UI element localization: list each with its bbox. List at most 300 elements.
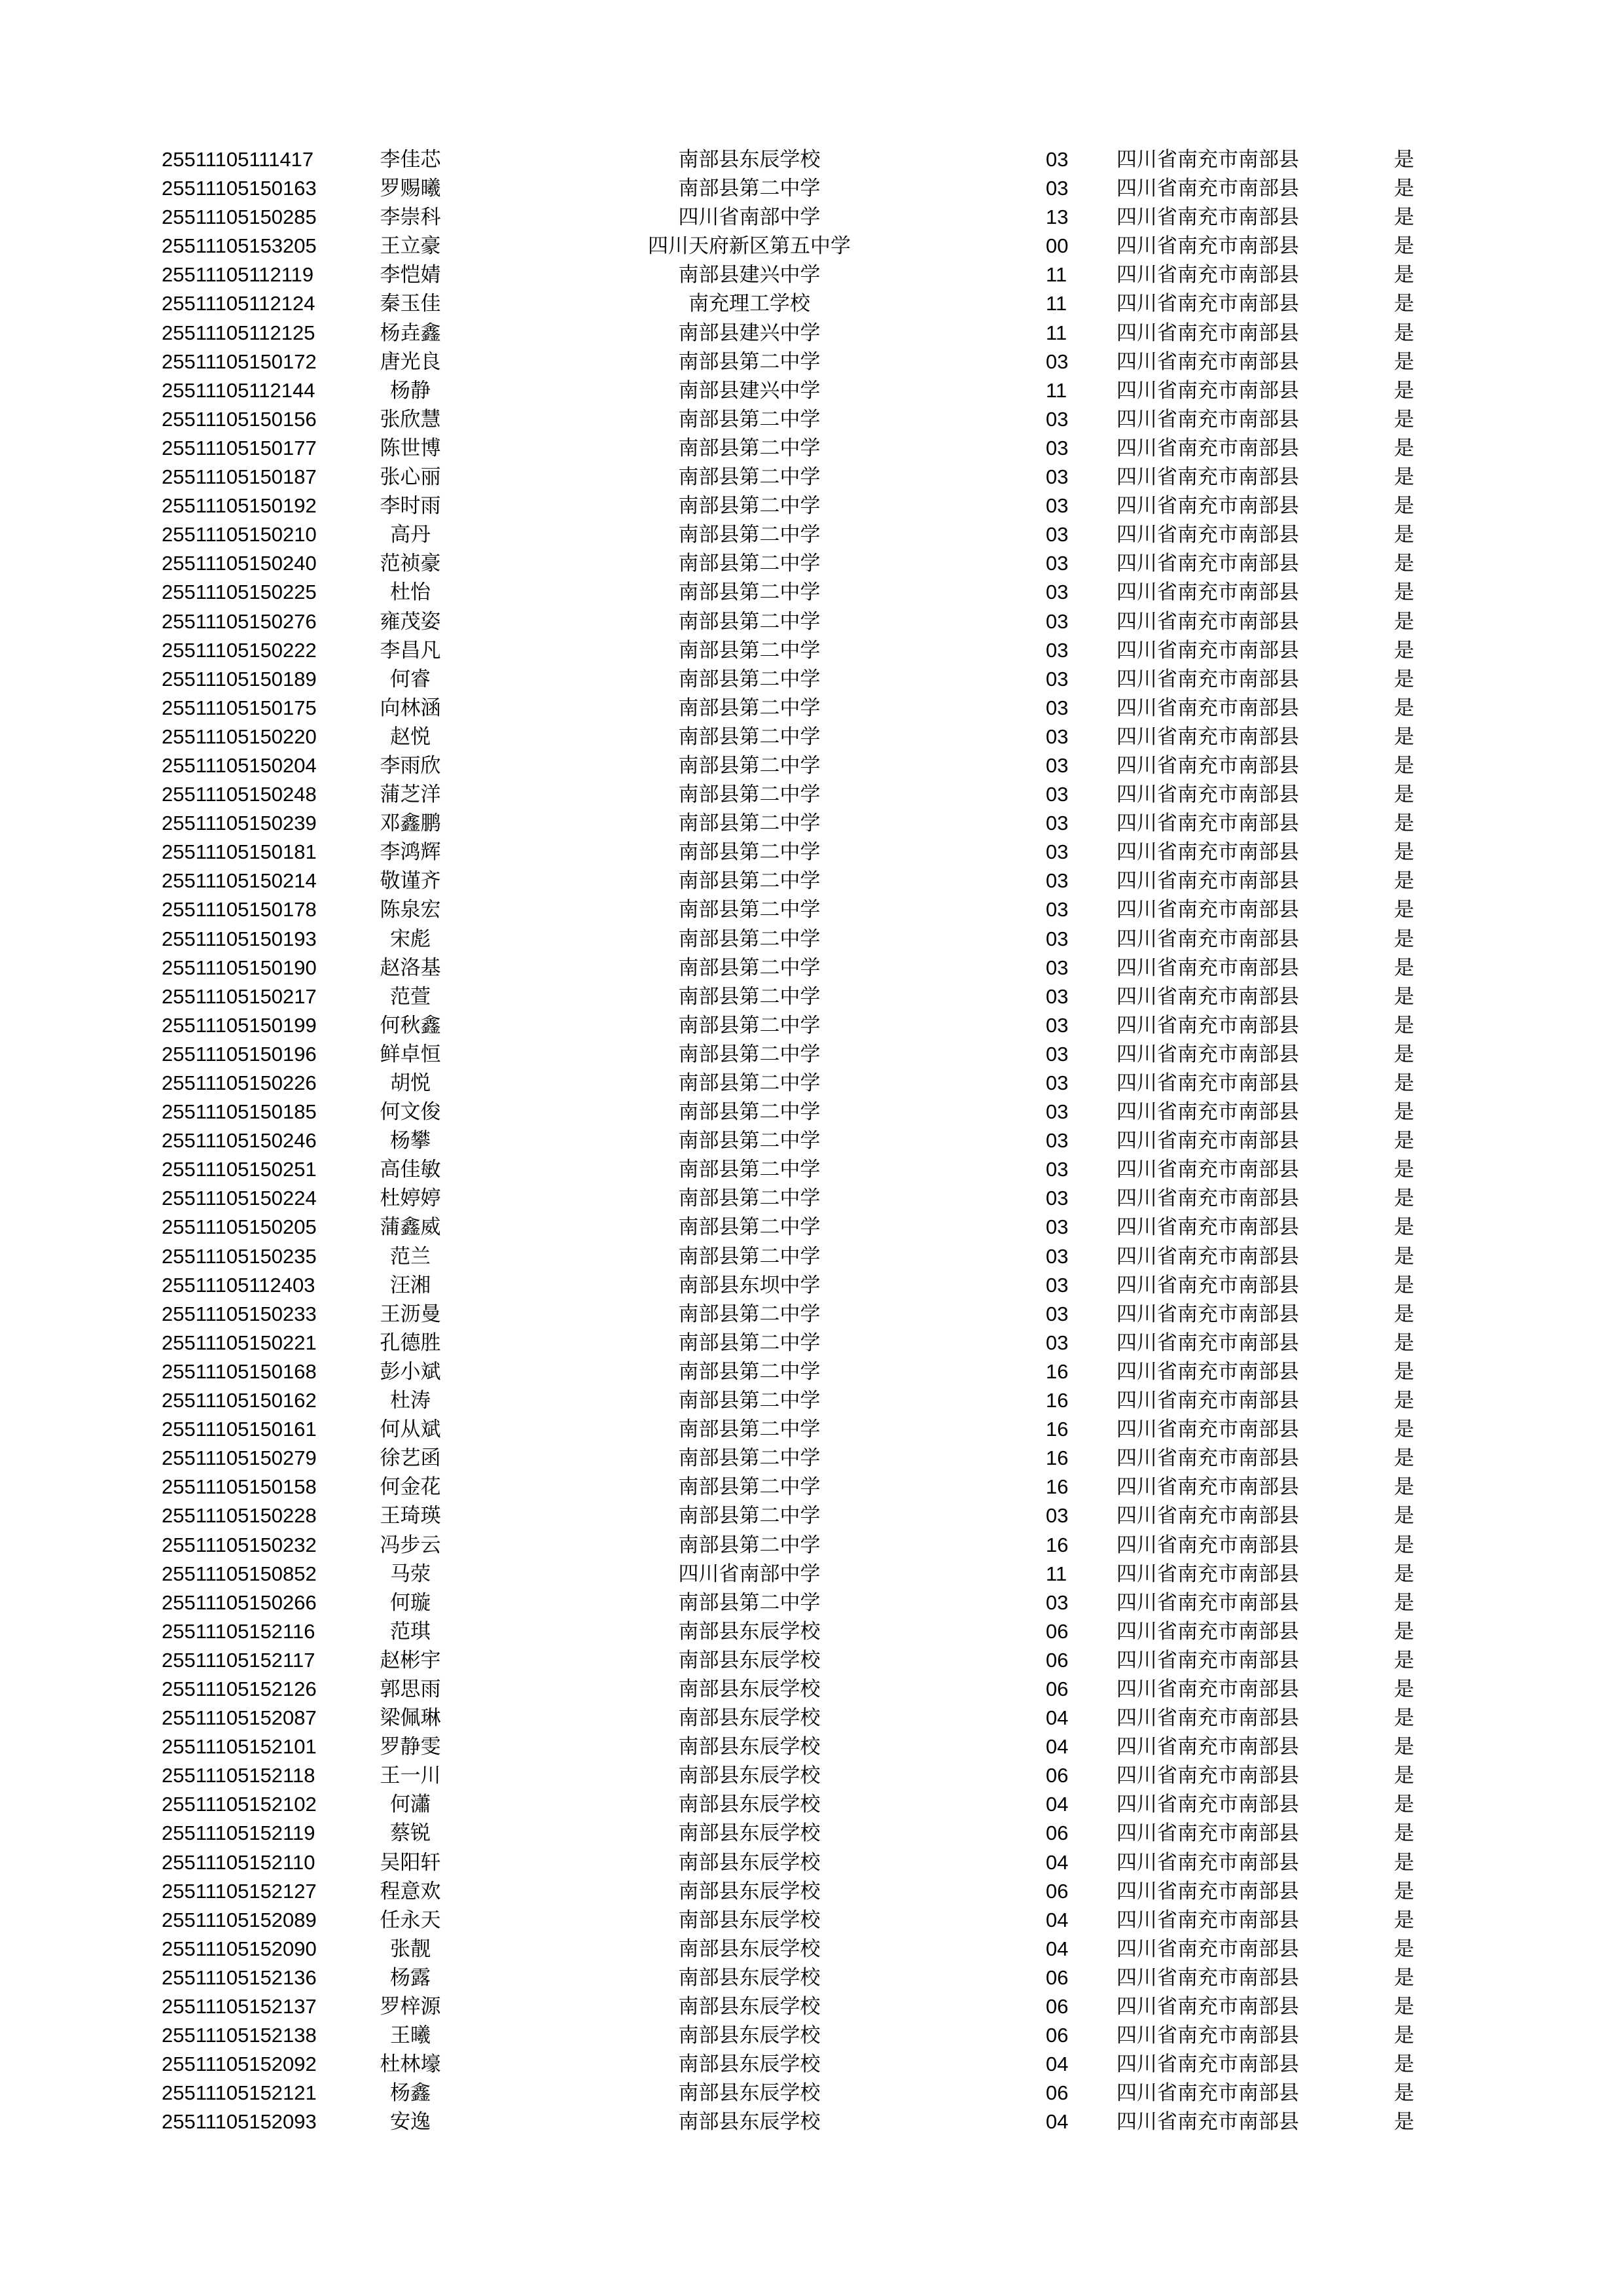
student-name: 张靓: [390, 1937, 431, 1961]
student-id: 25511105112125: [162, 321, 315, 344]
table-row: [0, 982, 1623, 1011]
school-name: 南部县东辰学校: [678, 1619, 821, 1643]
student-name: 范祯豪: [380, 552, 441, 576]
table-row: [0, 1501, 1623, 1530]
school-name: 南部县东辰学校: [678, 2024, 821, 2048]
school-name: 南部县第二中学: [678, 696, 821, 720]
category-code: 03: [1046, 1158, 1069, 1181]
student-id: 25511105152101: [162, 1735, 317, 1759]
region: 四川省南充市南部县: [1116, 1187, 1299, 1211]
eligibility-flag: 是: [1394, 407, 1414, 431]
school-name: 南部县东辰学校: [678, 2110, 821, 2134]
table-row: [0, 1329, 1623, 1357]
region: 四川省南充市南部县: [1116, 1273, 1299, 1297]
eligibility-flag: 是: [1394, 1129, 1414, 1153]
region: 四川省南充市南部县: [1116, 1850, 1299, 1874]
school-name: 南部县第二中学: [678, 725, 821, 749]
student-name: 何睿: [390, 667, 431, 691]
table-row: [0, 1300, 1623, 1329]
category-code: 03: [1046, 1187, 1069, 1210]
category-code: 03: [1046, 148, 1069, 171]
eligibility-flag: 是: [1394, 1187, 1414, 1211]
table-row: [0, 1992, 1623, 2021]
student-id: 25511105150205: [162, 1215, 317, 1239]
student-id: 25511105150222: [162, 638, 317, 662]
region: 四川省南充市南部县: [1116, 1504, 1299, 1528]
eligibility-flag: 是: [1394, 263, 1414, 287]
school-name: 南部县第二中学: [678, 1244, 821, 1268]
student-name: 雍茂姿: [380, 609, 441, 634]
student-id: 25511105152137: [162, 1995, 317, 2018]
category-code: 03: [1046, 667, 1069, 691]
table-row: [0, 1213, 1623, 1242]
region: 四川省南充市南部县: [1116, 436, 1299, 460]
student-id: 25511105150187: [162, 465, 317, 489]
eligibility-flag: 是: [1394, 1995, 1414, 2018]
student-id: 25511105150177: [162, 436, 317, 459]
student-id: 25511105150172: [162, 350, 317, 373]
eligibility-flag: 是: [1394, 696, 1414, 720]
eligibility-flag: 是: [1394, 1273, 1414, 1297]
category-code: 03: [1046, 956, 1069, 979]
region: 四川省南充市南部县: [1116, 783, 1299, 807]
eligibility-flag: 是: [1394, 927, 1414, 951]
table-row: [0, 1617, 1623, 1646]
student-name: 张心丽: [380, 465, 441, 490]
student-name: 杨鑫: [390, 2081, 431, 2106]
region: 四川省南充市南部县: [1116, 869, 1299, 893]
student-id: 25511105152121: [162, 2081, 317, 2105]
school-name: 南部县第二中学: [678, 1158, 821, 1182]
category-code: 04: [1046, 1735, 1069, 1759]
eligibility-flag: 是: [1394, 638, 1414, 662]
school-name: 南部县东辰学校: [678, 1793, 821, 1817]
student-id: 25511105150240: [162, 552, 317, 575]
category-code: 04: [1046, 1908, 1069, 1931]
region: 四川省南充市南部县: [1116, 1418, 1299, 1442]
school-name: 南部县第二中学: [678, 1071, 821, 1095]
student-name: 秦玉佳: [380, 292, 441, 316]
eligibility-flag: 是: [1394, 552, 1414, 576]
school-name: 南部县第二中学: [678, 638, 821, 662]
student-name: 张欣慧: [380, 407, 441, 431]
eligibility-flag: 是: [1394, 378, 1414, 403]
table-row: [0, 1790, 1623, 1819]
student-id: 25511105150233: [162, 1302, 317, 1325]
student-id: 25511105152119: [162, 1821, 315, 1845]
student-name: 汪湘: [390, 1273, 431, 1297]
table-row: [0, 1935, 1623, 1964]
student-id: 25511105150226: [162, 1071, 317, 1094]
eligibility-flag: 是: [1394, 1359, 1414, 1384]
table-row: [0, 1531, 1623, 1560]
student-id: 25511105150163: [162, 177, 317, 200]
school-name: 南部县第二中学: [678, 898, 821, 922]
student-name: 蒲鑫威: [380, 1215, 441, 1240]
region: 四川省南充市南部县: [1116, 1215, 1299, 1240]
region: 四川省南充市南部县: [1116, 956, 1299, 980]
region: 四川省南充市南部县: [1116, 1389, 1299, 1413]
school-name: 南部县第二中学: [678, 869, 821, 893]
table-row: [0, 405, 1623, 434]
category-code: 03: [1046, 1013, 1069, 1037]
eligibility-flag: 是: [1394, 1590, 1414, 1615]
school-name: 南部县第二中学: [678, 984, 821, 1009]
school-name: 南部县第二中学: [678, 1042, 821, 1066]
region: 四川省南充市南部县: [1116, 523, 1299, 547]
school-name: 南部县第二中学: [678, 1359, 821, 1384]
school-name: 南部县建兴中学: [678, 321, 821, 345]
school-name: 南部县东辰学校: [678, 1879, 821, 1903]
eligibility-flag: 是: [1394, 1706, 1414, 1731]
school-name: 四川天府新区第五中学: [648, 234, 851, 259]
student-id: 25511105150246: [162, 1129, 317, 1153]
school-name: 南部县第二中学: [678, 1389, 821, 1413]
eligibility-flag: 是: [1394, 1042, 1414, 1066]
school-name: 南部县第二中学: [678, 1302, 821, 1326]
student-id: 25511105150232: [162, 1533, 317, 1556]
student-name: 彭小斌: [380, 1359, 441, 1384]
student-name: 梁佩琳: [380, 1706, 441, 1731]
table-row: [0, 319, 1623, 348]
category-code: 03: [1046, 638, 1069, 662]
table-row: [0, 1964, 1623, 1992]
table-row: [0, 1761, 1623, 1790]
school-name: 南部县第二中学: [678, 1187, 821, 1211]
table-row: [0, 1126, 1623, 1155]
table-row: [0, 578, 1623, 607]
eligibility-flag: 是: [1394, 725, 1414, 749]
eligibility-flag: 是: [1394, 177, 1414, 201]
table-row: [0, 665, 1623, 694]
student-id: 25511105150189: [162, 667, 317, 691]
school-name: 南部县第二中学: [678, 465, 821, 490]
school-name: 南部县第二中学: [678, 783, 821, 807]
table-row: [0, 636, 1623, 665]
region: 四川省南充市南部县: [1116, 1619, 1299, 1643]
eligibility-flag: 是: [1394, 1937, 1414, 1961]
eligibility-flag: 是: [1394, 1504, 1414, 1528]
table-row: [0, 780, 1623, 809]
eligibility-flag: 是: [1394, 494, 1414, 518]
region: 四川省南充市南部县: [1116, 638, 1299, 662]
school-name: 南部县第二中学: [678, 1100, 821, 1124]
student-name: 李时雨: [380, 494, 441, 518]
student-id: 25511105152087: [162, 1706, 317, 1730]
student-id: 25511105112119: [162, 263, 314, 287]
category-code: 03: [1046, 581, 1069, 604]
eligibility-flag: 是: [1394, 956, 1414, 980]
student-name: 杜婷婷: [380, 1187, 441, 1211]
region: 四川省南充市南部县: [1116, 1793, 1299, 1817]
eligibility-flag: 是: [1394, 523, 1414, 547]
school-name: 南部县东辰学校: [678, 1908, 821, 1932]
region: 四川省南充市南部县: [1116, 2024, 1299, 2048]
student-id: 25511105150161: [162, 1418, 317, 1441]
student-id: 25511105150266: [162, 1590, 317, 1614]
school-name: 南部县东辰学校: [678, 1735, 821, 1759]
region: 四川省南充市南部县: [1116, 350, 1299, 374]
table-row: [0, 925, 1623, 954]
table-row: [0, 348, 1623, 376]
table-row: [0, 1184, 1623, 1213]
eligibility-flag: 是: [1394, 667, 1414, 691]
school-name: 南部县第二中学: [678, 840, 821, 865]
region: 四川省南充市南部县: [1116, 2110, 1299, 2134]
student-name: 杨攀: [390, 1129, 431, 1153]
school-name: 南部县第二中学: [678, 436, 821, 460]
category-code: 06: [1046, 1995, 1069, 2018]
student-id: 25511105150220: [162, 725, 317, 748]
student-id: 25511105150276: [162, 609, 317, 633]
student-name: 范琪: [390, 1619, 431, 1643]
region: 四川省南充市南部县: [1116, 1677, 1299, 1701]
table-row: [0, 1444, 1623, 1473]
eligibility-flag: 是: [1394, 1850, 1414, 1874]
category-code: 06: [1046, 1965, 1069, 1989]
student-name: 何金花: [380, 1475, 441, 1499]
table-row: [0, 1473, 1623, 1501]
region: 四川省南充市南部县: [1116, 812, 1299, 836]
eligibility-flag: 是: [1394, 1619, 1414, 1643]
student-id: 25511105150162: [162, 1389, 317, 1412]
table-row: [0, 463, 1623, 492]
category-code: 06: [1046, 1677, 1069, 1700]
region: 四川省南充市南部县: [1116, 984, 1299, 1009]
school-name: 南部县东辰学校: [678, 1648, 821, 1672]
student-name: 罗赐曦: [380, 177, 441, 201]
student-name: 杜涛: [390, 1389, 431, 1413]
school-name: 南部县第二中学: [678, 812, 821, 836]
eligibility-flag: 是: [1394, 753, 1414, 778]
eligibility-flag: 是: [1394, 350, 1414, 374]
school-name: 南部县第二中学: [678, 1475, 821, 1499]
student-name: 安逸: [390, 2110, 431, 2134]
student-name: 范萱: [390, 984, 431, 1009]
eligibility-flag: 是: [1394, 1908, 1414, 1932]
region: 四川省南充市南部县: [1116, 1446, 1299, 1471]
table-row: [0, 607, 1623, 636]
student-id: 25511105152118: [162, 1764, 315, 1787]
school-name: 南部县第二中学: [678, 1533, 821, 1557]
region: 四川省南充市南部县: [1116, 667, 1299, 691]
eligibility-flag: 是: [1394, 1735, 1414, 1759]
student-name: 何秋鑫: [380, 1013, 441, 1037]
student-id: 25511105150199: [162, 1013, 317, 1037]
table-row: [0, 809, 1623, 838]
category-code: 04: [1046, 2053, 1069, 2076]
region: 四川省南充市南部县: [1116, 1590, 1299, 1615]
category-code: 04: [1046, 1793, 1069, 1816]
eligibility-flag: 是: [1394, 321, 1414, 345]
eligibility-flag: 是: [1394, 609, 1414, 634]
student-name: 唐光良: [380, 350, 441, 374]
category-code: 03: [1046, 1215, 1069, 1239]
region: 四川省南充市南部县: [1116, 1735, 1299, 1759]
student-id: 25511105152138: [162, 2024, 317, 2047]
student-name: 杜怡: [390, 581, 431, 605]
category-code: 04: [1046, 1937, 1069, 1960]
eligibility-flag: 是: [1394, 2024, 1414, 2048]
region: 四川省南充市南部县: [1116, 1071, 1299, 1095]
category-code: 03: [1046, 552, 1069, 575]
eligibility-flag: 是: [1394, 206, 1414, 230]
region: 四川省南充市南部县: [1116, 753, 1299, 778]
table-row: [0, 1877, 1623, 1906]
eligibility-flag: 是: [1394, 1533, 1414, 1557]
student-id: 25511105150214: [162, 869, 317, 893]
student-name: 赵悦: [390, 725, 431, 749]
table-row: [0, 1040, 1623, 1069]
category-code: 03: [1046, 1129, 1069, 1153]
region: 四川省南充市南部县: [1116, 263, 1299, 287]
student-id: 25511105150210: [162, 523, 317, 547]
category-code: 03: [1046, 1273, 1069, 1297]
school-name: 南部县第二中学: [678, 753, 821, 778]
school-name: 南部县建兴中学: [678, 378, 821, 403]
student-name: 王一川: [380, 1764, 441, 1788]
student-name: 杨露: [390, 1965, 431, 1990]
category-code: 13: [1046, 206, 1069, 229]
student-id: 25511105112144: [162, 378, 315, 402]
eligibility-flag: 是: [1394, 2110, 1414, 2134]
region: 四川省南充市南部县: [1116, 696, 1299, 720]
table-row: [0, 867, 1623, 895]
category-code: 03: [1046, 350, 1069, 373]
student-id: 25511105152089: [162, 1908, 317, 1931]
eligibility-flag: 是: [1394, 1965, 1414, 1990]
student-id: 25511105150168: [162, 1359, 317, 1383]
category-code: 11: [1046, 263, 1067, 287]
student-name: 邓鑫鹏: [380, 812, 441, 836]
eligibility-flag: 是: [1394, 2053, 1414, 2077]
category-code: 06: [1046, 2081, 1069, 2105]
region: 四川省南充市南部县: [1116, 725, 1299, 749]
school-name: 四川省南部中学: [678, 206, 821, 230]
table-row: [0, 838, 1623, 867]
table-row: [0, 145, 1623, 174]
region: 四川省南充市南部县: [1116, 1821, 1299, 1846]
student-id: 25511105150221: [162, 1331, 317, 1354]
student-name: 王沥曼: [380, 1302, 441, 1326]
eligibility-flag: 是: [1394, 840, 1414, 865]
student-name: 陈世博: [380, 436, 441, 460]
category-code: 03: [1046, 1590, 1069, 1614]
student-name: 杨垚鑫: [380, 321, 441, 345]
school-name: 南部县东辰学校: [678, 148, 821, 171]
eligibility-flag: 是: [1394, 1215, 1414, 1240]
category-code: 11: [1046, 378, 1067, 402]
table-row: [0, 260, 1623, 289]
region: 四川省南充市南部县: [1116, 898, 1299, 922]
eligibility-flag: 是: [1394, 1879, 1414, 1903]
table-row: [0, 174, 1623, 203]
eligibility-flag: 是: [1394, 292, 1414, 316]
school-name: 南部县东辰学校: [678, 1821, 821, 1846]
table-row: [0, 751, 1623, 780]
eligibility-flag: 是: [1394, 1013, 1414, 1037]
table-row: [0, 1704, 1623, 1732]
school-name: 南部县东辰学校: [678, 1965, 821, 1990]
region: 四川省南充市南部县: [1116, 1244, 1299, 1268]
region: 四川省南充市南部县: [1116, 177, 1299, 201]
student-name: 王立豪: [380, 234, 441, 259]
region: 四川省南充市南部县: [1116, 1706, 1299, 1731]
table-row: [0, 1819, 1623, 1848]
table-row: [0, 1906, 1623, 1935]
student-name: 郭思雨: [380, 1677, 441, 1701]
category-code: 03: [1046, 840, 1069, 864]
category-code: 03: [1046, 927, 1069, 950]
student-name: 宋彪: [390, 927, 431, 951]
school-name: 南部县东辰学校: [678, 1677, 821, 1701]
student-id: 25511105150193: [162, 927, 317, 950]
table-row: [0, 694, 1623, 723]
category-code: 16: [1046, 1359, 1069, 1383]
eligibility-flag: 是: [1394, 869, 1414, 893]
category-code: 03: [1046, 753, 1069, 777]
student-id: 25511105152090: [162, 1937, 317, 1960]
region: 四川省南充市南部县: [1116, 581, 1299, 605]
category-code: 03: [1046, 494, 1069, 518]
category-code: 03: [1046, 1331, 1069, 1354]
table-row: [0, 2079, 1623, 2108]
student-id: 25511105150228: [162, 1504, 317, 1528]
student-name: 王曦: [390, 2024, 431, 2048]
school-name: 南部县第二中学: [678, 1013, 821, 1037]
student-name: 杨静: [390, 378, 431, 403]
category-code: 00: [1046, 234, 1069, 258]
region: 四川省南充市南部县: [1116, 148, 1299, 171]
category-code: 03: [1046, 869, 1069, 893]
eligibility-flag: 是: [1394, 148, 1414, 171]
table-row: [0, 1560, 1623, 1588]
student-name: 高丹: [390, 523, 431, 547]
school-name: 南部县第二中学: [678, 1446, 821, 1471]
student-id: 25511105152136: [162, 1965, 317, 1989]
school-name: 南部县第二中学: [678, 609, 821, 634]
category-code: 06: [1046, 1879, 1069, 1903]
school-name: 南部县第二中学: [678, 1215, 821, 1240]
school-name: 南部县建兴中学: [678, 263, 821, 287]
region: 四川省南充市南部县: [1116, 378, 1299, 403]
student-id: 25511105112124: [162, 292, 315, 315]
student-name: 何从斌: [380, 1418, 441, 1442]
student-id: 25511105150178: [162, 898, 317, 922]
student-name: 何璇: [390, 1590, 431, 1615]
region: 四川省南充市南部县: [1116, 1100, 1299, 1124]
region: 四川省南充市南部县: [1116, 1359, 1299, 1384]
student-id: 25511105152127: [162, 1879, 317, 1903]
category-code: 16: [1046, 1533, 1069, 1556]
category-code: 03: [1046, 783, 1069, 806]
region: 四川省南充市南部县: [1116, 552, 1299, 576]
table-row: [0, 954, 1623, 982]
category-code: 16: [1046, 1446, 1069, 1470]
category-code: 03: [1046, 1504, 1069, 1528]
student-id: 25511105152110: [162, 1850, 315, 1874]
category-code: 03: [1046, 523, 1069, 547]
region: 四川省南充市南部县: [1116, 465, 1299, 490]
student-id: 25511105150224: [162, 1187, 317, 1210]
school-name: 南部县第二中学: [678, 956, 821, 980]
region: 四川省南充市南部县: [1116, 1331, 1299, 1355]
table-row: [0, 1732, 1623, 1761]
category-code: 03: [1046, 696, 1069, 719]
region: 四川省南充市南部县: [1116, 292, 1299, 316]
table-row: [0, 434, 1623, 463]
student-id: 25511105152117: [162, 1648, 315, 1672]
